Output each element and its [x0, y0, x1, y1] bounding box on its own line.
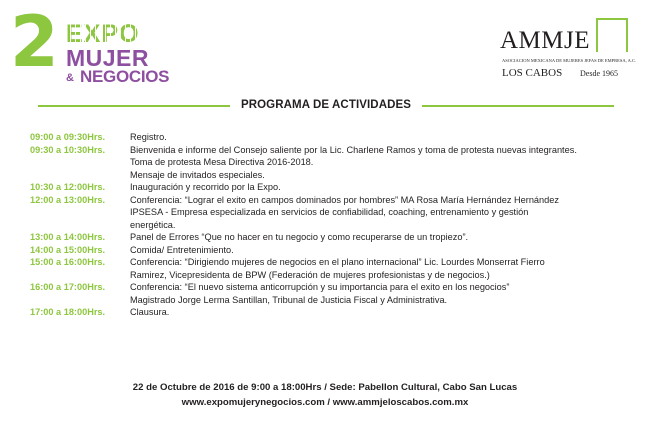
- schedule-description: [130, 244, 640, 257]
- schedule-description-line: Clausura.: [130, 307, 170, 317]
- schedule-description-line: Bienvenida e informe del Consejo saliente por la Lic. Charlene Ramos y toma de protesta nuevas integrantes.: [130, 144, 577, 155]
- schedule-item: [30, 256, 640, 281]
- event-date-venue: 22 de Octubre de 2016 de 9:00 a 18:00Hrs / Sede: Pabellon Cultural, Cabo San Lucas: [132, 382, 518, 393]
- ammje-frame: [596, 18, 628, 52]
- schedule-description: [130, 131, 640, 144]
- schedule-description-line: Conferencia: “Lograr el exito en campos dominados por hombres” MA Rosa María Hernández Hernández: [130, 194, 559, 205]
- schedule-time: 15:00 a 16:00Hrs.: [30, 257, 106, 267]
- schedule-description-line: Ramirez, Vicepresidenta de BPW (Federación de mujeres profesionistas y de negocios.): [130, 269, 490, 280]
- schedule-description: [130, 194, 640, 232]
- title-rule-left: [38, 105, 230, 107]
- schedule-item: [30, 181, 640, 194]
- schedule-time: 14:00 a 15:00Hrs.: [30, 244, 106, 255]
- title-rule-right: [422, 105, 614, 107]
- schedule-description-line: Magistrado Jorge Lerma Santillan, Tribunal de Justicia Fiscal y Administrativa.: [130, 294, 448, 305]
- page-title: PROGRAMA DE ACTIVIDADES: [240, 99, 412, 111]
- schedule-description: [130, 181, 640, 194]
- schedule-description-line: Conferencia: “El nuevo sistema anticorrupción y su importancia para el exito en los negocios”: [130, 282, 510, 292]
- logo-mujer-text: MUJER: [66, 45, 150, 71]
- schedule-time: 17:00 a 18:00Hrs.: [30, 307, 106, 317]
- schedule-description-line: Registro.: [130, 132, 167, 142]
- ammje-since: Desde 1965: [580, 69, 618, 78]
- schedule-time: 09:30 a 10:30Hrs.: [30, 144, 106, 155]
- schedule-item: [30, 281, 640, 306]
- expo-mujer-negocios-logo: [10, 1, 190, 88]
- schedule-time: 10:30 a 12:00Hrs.: [30, 182, 106, 192]
- ammje-logo: [500, 14, 635, 94]
- schedule-time: 12:00 a 13:00Hrs.: [30, 194, 106, 205]
- schedule-item: [30, 231, 640, 244]
- schedule-description: [130, 306, 640, 319]
- ammje-subtitle: ASOCIACION MEXICANA DE MUJERES JEFAS DE EMPRESA, A.C.: [502, 58, 637, 63]
- schedule-description: [130, 256, 640, 281]
- schedule-description-line: Conferencia: “Dirigiendo mujeres de negocios en el plano internacional” Lic. Lourdes Monserrat Fierro: [130, 257, 545, 267]
- schedule-description-line: Inauguración y recorrido por la Expo.: [130, 182, 281, 192]
- ammje-location: LOS CABOS: [502, 67, 563, 79]
- schedule-list: [30, 131, 640, 319]
- logo-number: 2: [10, 1, 59, 83]
- logo-negocios-text: NEGOCIOS: [80, 67, 170, 86]
- schedule-item: [30, 144, 640, 182]
- schedule-description: [130, 144, 640, 182]
- websites: www.expomujerynegocios.com / www.ammjeloscabos.com.mx: [181, 397, 469, 408]
- schedule-item: [30, 306, 640, 319]
- schedule-time: 16:00 a 17:00Hrs.: [30, 282, 106, 292]
- schedule-item: [30, 244, 640, 257]
- schedule-description-line: IPSESA - Empresa especializada en servicios de confiabilidad, coaching, entrenamiento y gestión: [130, 207, 529, 217]
- schedule-description-line: Panel de Errores “Que no hacer en tu negocio y como recuperarse de un tropiezo”.: [130, 232, 469, 242]
- schedule-description-line: energética.: [130, 219, 176, 230]
- schedule-time: 13:00 a 14:00Hrs.: [30, 232, 106, 242]
- schedule-item: [30, 131, 640, 144]
- schedule-description-line: Mensaje de invitados especiales.: [130, 169, 265, 180]
- schedule-description-line: Toma de protesta Mesa Directiva 2016-2018.: [130, 157, 314, 167]
- logo-ampersand: &: [66, 72, 74, 84]
- schedule-description: [130, 231, 640, 244]
- schedule-description-line: Comida/ Entretenimiento.: [130, 244, 234, 255]
- schedule-item: [30, 194, 640, 232]
- schedule-description: [130, 281, 640, 306]
- logo-expo-text: EXPO: [66, 20, 140, 48]
- schedule-time: 09:00 a 09:30Hrs.: [30, 132, 106, 142]
- ammje-name: AMMJE: [500, 27, 591, 54]
